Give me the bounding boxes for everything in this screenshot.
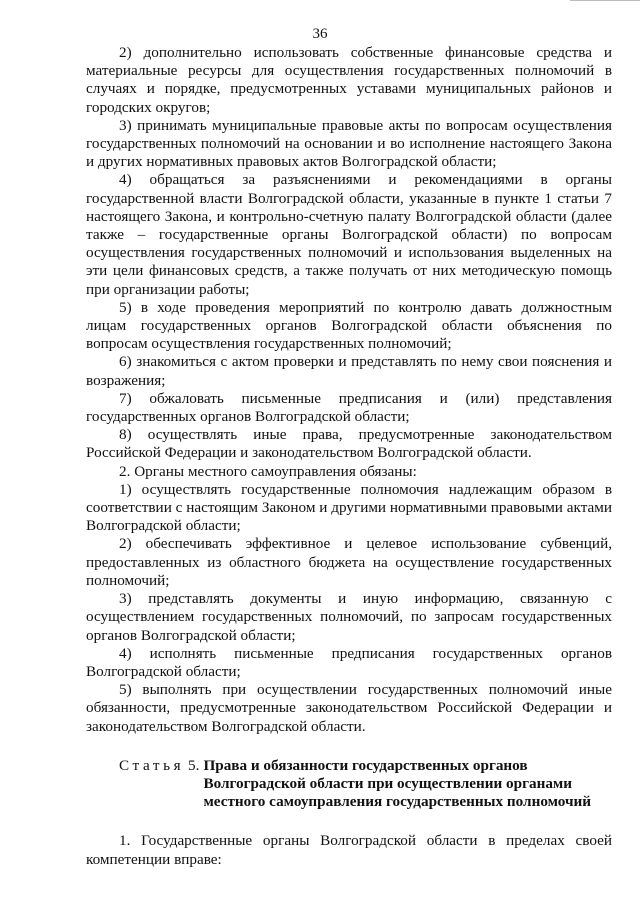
- paragraph-item: 4) исполнять письменные предписания государственных органов Волгоградской области;: [86, 644, 612, 680]
- article-label: Статья: [119, 756, 185, 774]
- paragraph-item: 5) в ходе проведения мероприятий по контролю давать должностным лицам государственных органов Волгоградской области объяснения по вопросам осуществления государственных полномочий;: [86, 298, 612, 353]
- paragraph-item: 2) дополнительно использовать собственные финансовые средства и материальные ресурсы для осуществления государственных полномочий в случаях и порядке, предусмотренных уставами муниципальных районов и городских округов;: [86, 44, 612, 116]
- article-number: [86, 757, 199, 812]
- article-number-value: 5.: [188, 756, 200, 774]
- paragraph-item: 8) осуществлять иные права, предусмотренные законодательством Российской Федерации и законодательством Волгоградской области.: [86, 426, 612, 462]
- paragraph-item: 2. Органы местного самоуправления обязаны:: [119, 462, 417, 480]
- paragraph-item: 3) представлять документы и иную информацию, связанную с осуществлением государственных полномочий, по запросам государственных органов Волгоградской области;: [86, 590, 612, 644]
- paragraph-item: 3) принимать муниципальные правовые акты по вопросам осуществления государственных полномочий на основании и во исполнение настоящего Закона и других нормативных правовых актов Волгоградской области;: [86, 116, 612, 171]
- final-paragraph: 1. Государственные органы Волгоградской области в пределах своей компетенции вправе:: [86, 832, 612, 868]
- paragraph-item: 2) обеспечивать эффективное и целевое использование субвенций, предоставленных из областного бюджета на осуществление государственных полномочий;: [86, 535, 612, 589]
- article-heading: [86, 757, 612, 812]
- paragraph-item: 6) знакомиться с актом проверки и представлять по нему свои пояснения и возражения;: [86, 353, 612, 389]
- paragraph-item: 7) обжаловать письменные предписания и (или) представления государственных органов Волгоградской области;: [86, 389, 612, 426]
- paragraph-item: 4) обращаться за разъяснениями и рекомендациями в органы государственной власти Волгоградской области, указанные в пункте 1 статьи 7 настоящего Закона, и контрольно-счетную палату Волгоградской области (далее также – государственные органы Волгоградской области) по вопросам осуществления государственных полномочий и использования выделенных на эти цели финансовых средств, а также получать от них методическую помощь при организации работы;: [86, 171, 612, 298]
- document-body: [86, 44, 612, 869]
- scan-edge-line: [570, 0, 640, 1]
- paragraph-item: 1) осуществлять государственные полномочия надлежащим образом в соответствии с настоящим Законом и другими нормативными правовыми актами Волгоградской области;: [86, 480, 612, 535]
- article-title: Права и обязанности государственных органов Волгоградской области при осуществлении органами местного самоуправления государственных полномочий: [203, 756, 592, 811]
- paragraph-item: 5) выполнять при осуществлении государственных полномочий иные обязанности, предусмотренные законодательством Российской Федерации и законодательством Волгоградской области.: [86, 681, 612, 735]
- page-number: 36: [312, 26, 328, 42]
